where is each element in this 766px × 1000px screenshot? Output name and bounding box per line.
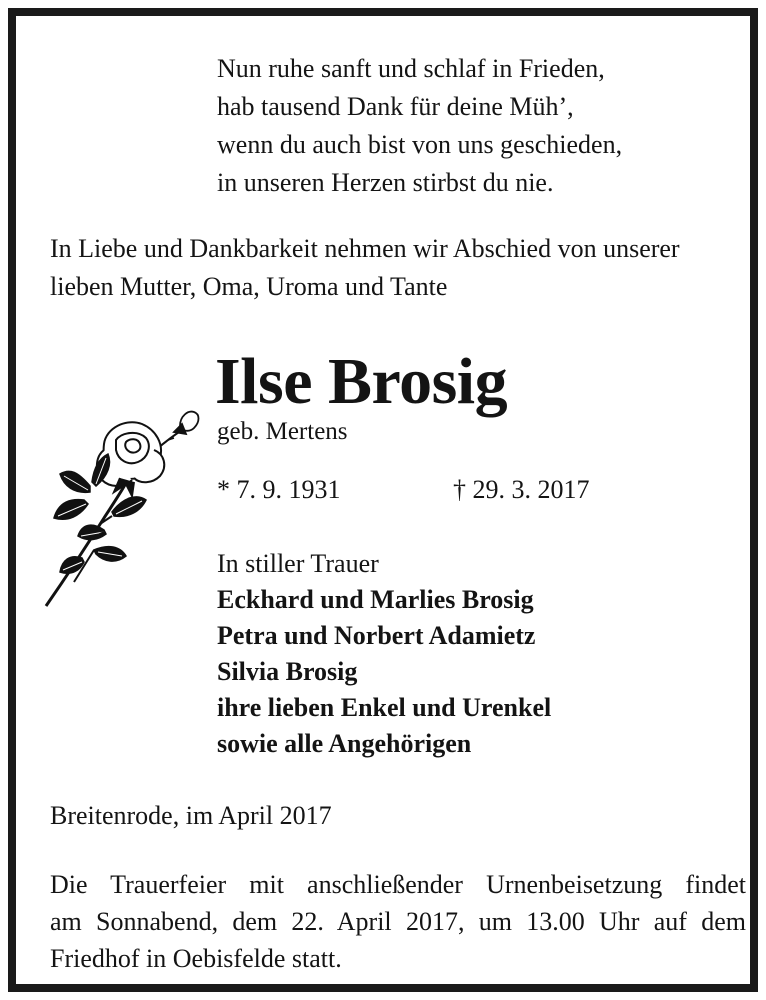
- intro-line: In Liebe und Dankbarkeit nehmen wir Abschied von unserer: [50, 234, 680, 263]
- mourners-heading: In stiller Trauer: [217, 549, 379, 578]
- intro-line: lieben Mutter, Oma, Uroma und Tante: [50, 272, 448, 301]
- rose-icon: [34, 400, 210, 614]
- poem-line: wenn du auch bist von uns geschieden,: [217, 130, 623, 159]
- poem-line: Nun ruhe sanft und schlaf in Frieden,: [217, 54, 605, 83]
- mourners-block: [217, 546, 551, 762]
- death-date: † 29. 3. 2017: [453, 475, 590, 504]
- service-line: am Sonnabend, dem 22. April 2017, um 13.00 Uhr auf dem: [50, 907, 746, 936]
- mourner-name: Silvia Brosig: [217, 657, 358, 686]
- deceased-name: Ilse Brosig: [215, 345, 508, 418]
- service-line: Die Trauerfeier mit anschließender Urnenbeisetzung findet: [50, 870, 746, 899]
- mourner-name: sowie alle Angehörigen: [217, 729, 472, 758]
- mourner-name: Petra und Norbert Adamietz: [217, 621, 536, 650]
- service-line: Friedhof in Oebisfelde statt.: [50, 944, 342, 973]
- intro-text: [50, 230, 750, 306]
- place-date: Breitenrode, im April 2017: [50, 801, 332, 830]
- obituary-frame: [8, 8, 758, 992]
- poem: [217, 50, 622, 202]
- poem-line: hab tausend Dank für deine Müh’,: [217, 92, 574, 121]
- birth-date: * 7. 9. 1931: [217, 475, 341, 504]
- mourner-name: Eckhard und Marlies Brosig: [217, 585, 534, 614]
- maiden-name: geb. Mertens: [217, 418, 348, 445]
- poem-line: in unseren Herzen stirbst du nie.: [217, 168, 554, 197]
- funeral-service-text: [50, 866, 746, 977]
- mourner-name: ihre lieben Enkel und Urenkel: [217, 693, 552, 722]
